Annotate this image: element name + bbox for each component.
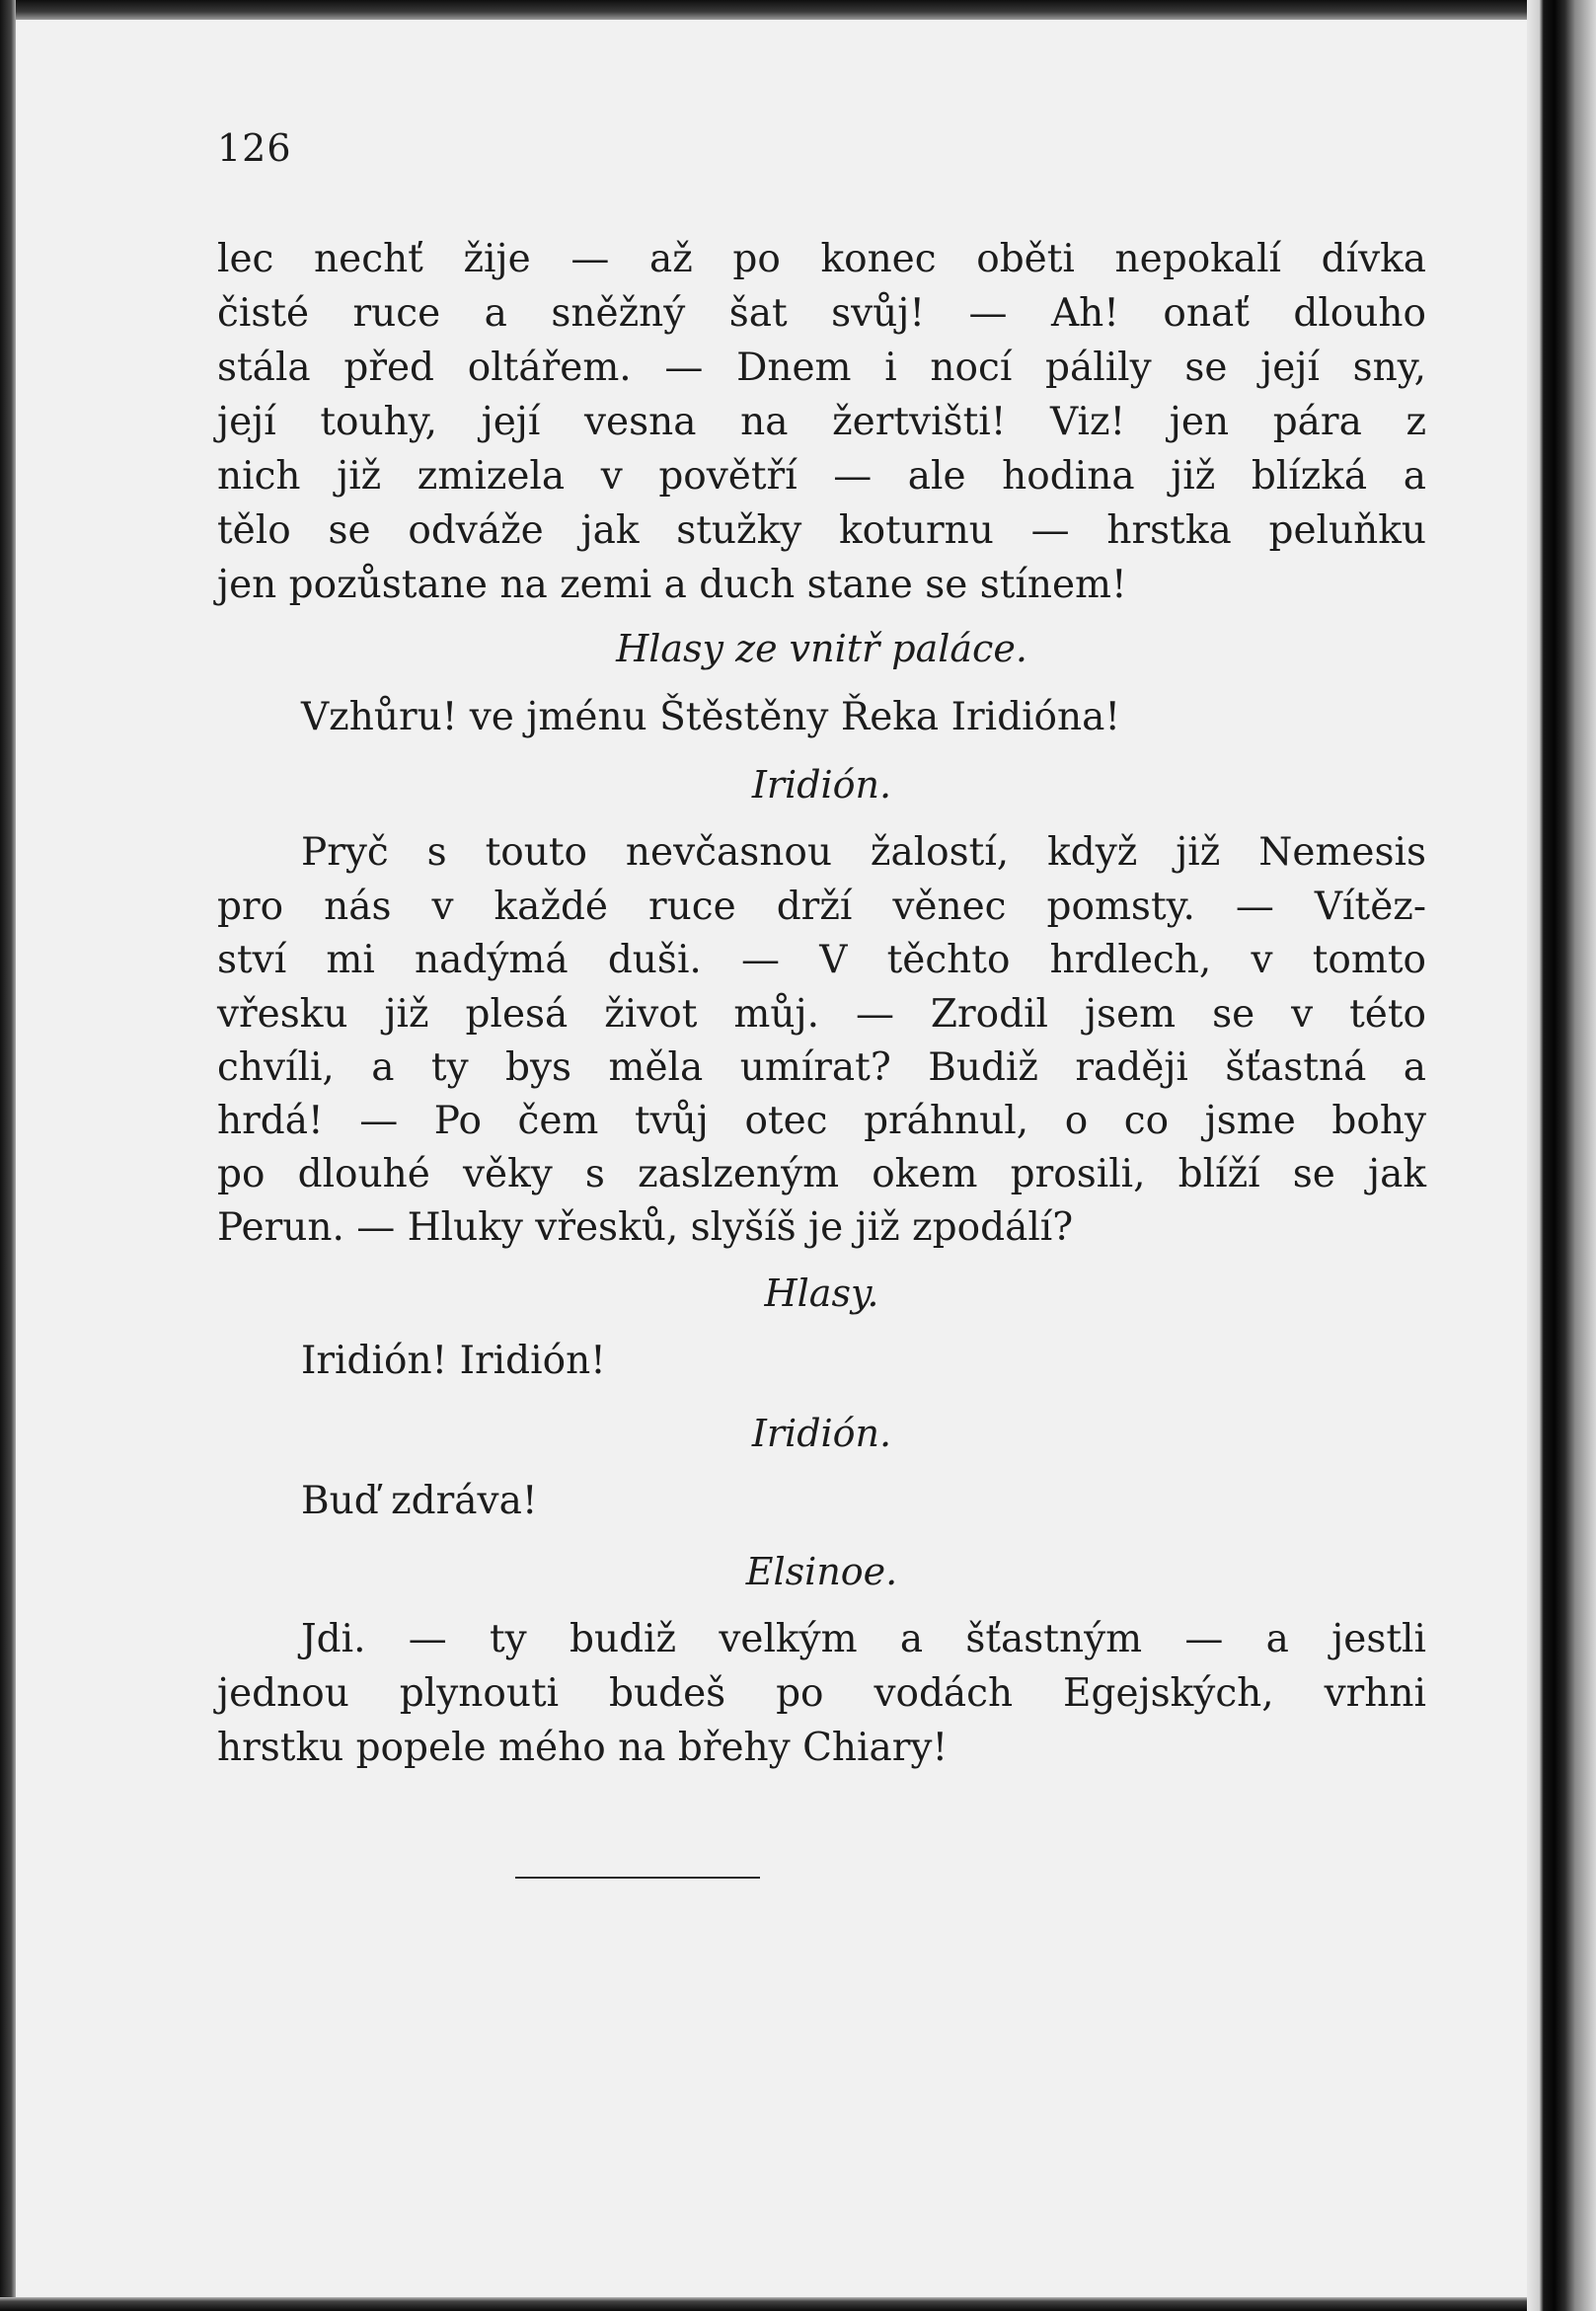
- text-line: lec nechť žije — až po konec oběti nepokalí dívka: [217, 237, 1426, 281]
- speech-line: Iridión! Iridión!: [301, 1339, 606, 1383]
- text-line: chvíli, a ty bys měla umírat? Budiž raději šťastná a: [217, 1045, 1426, 1090]
- text-line: pro nás v každé ruce drží věnec pomsty. — Vítěz-: [217, 885, 1426, 929]
- text-line: Perun. — Hluky vřesků, slyšíš je již zpodálí?: [217, 1205, 1074, 1250]
- speaker-heading: Elsinoe.: [745, 1550, 898, 1593]
- text-line: Pryč s touto nevčasnou žalostí, když již Nemesis: [301, 830, 1426, 875]
- text-line: ství mi nadýmá duši. — V těchto hrdlech, v tomto: [217, 938, 1426, 982]
- text-line: po dlouhé věky s zaslzeným okem prosili, blíží se jak: [217, 1152, 1426, 1196]
- text-line: nich již zmizela v povětří — ale hodina již blízká a: [217, 454, 1426, 499]
- text-line: její touhy, její vesna na žertvišti! Viz! jen pára z: [217, 400, 1426, 444]
- text-line: čisté ruce a sněžný šat svůj! — Ah! onať dlouho: [217, 291, 1426, 336]
- scan-edge-right: [1527, 0, 1596, 2311]
- speaker-heading: Iridión.: [751, 1412, 892, 1455]
- speech-line: Buď zdráva!: [301, 1479, 538, 1523]
- text-line: vřesku již plesá život můj. — Zrodil jsem se v této: [217, 992, 1426, 1037]
- speech-line: Vzhůru! ve jménu Štěstěny Řeka Iridióna!: [301, 695, 1121, 739]
- speaker-heading: Iridión.: [751, 763, 892, 807]
- page-number: 126: [217, 126, 292, 170]
- text-line: hrdá! — Po čem tvůj otec práhnul, o co jsme bohy: [217, 1099, 1426, 1143]
- speaker-heading: Hlasy ze vnitř paláce.: [616, 627, 1027, 670]
- scan-edge-left: [0, 0, 16, 2311]
- text-line: Jdi. — ty budiž velkým a šťastným — a jestli: [301, 1617, 1426, 1661]
- text-line: hrstku popele mého na břehy Chiary!: [217, 1726, 949, 1770]
- book-page: [217, 0, 1426, 2311]
- end-rule: [515, 1877, 760, 1879]
- text-line: jen pozůstane na zemi a duch stane se stínem!: [217, 563, 1127, 607]
- speaker-heading: Hlasy.: [764, 1271, 879, 1315]
- text-line: stála před oltářem. — Dnem i nocí pálily se její sny,: [217, 346, 1426, 390]
- text-line: tělo se odváže jak stužky koturnu — hrstka peluňku: [217, 508, 1426, 553]
- text-line: jednou plynouti budeš po vodách Egejských, vrhni: [217, 1671, 1426, 1716]
